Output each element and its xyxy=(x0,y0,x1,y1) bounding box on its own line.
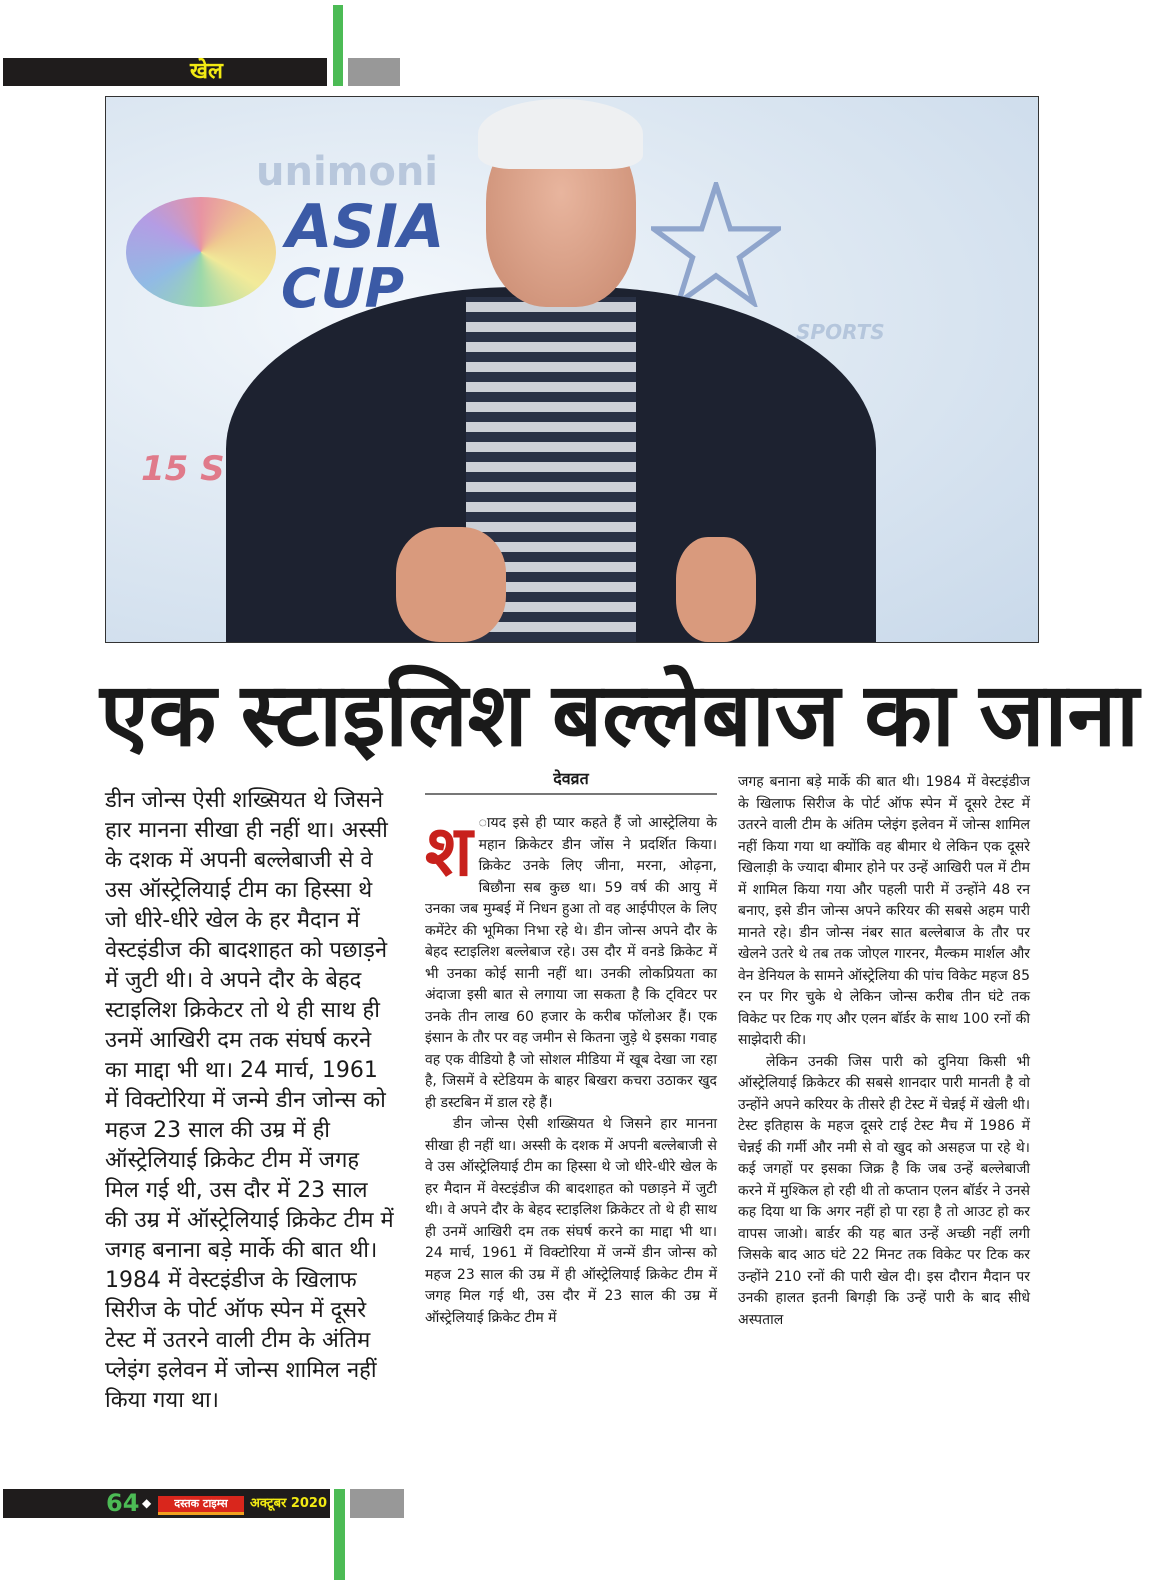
article-paragraph: जगह बनाना बड़े मार्के की बात थी। 1984 में वेस्टइंडीज के खिलाफ सिरीज के पोर्ट ऑफ स्पेन में दूसरे टेस्ट में उतरने वाली टीम के अंतिम प्लेइंग इलेवन में जोन्स शामिल नहीं किया गया था क्योंकि वह बीमार थे लेकिन एक दूसरे खिलाड़ी के ज्यादा बीमार होने पर उन्हें आखिरी पल में टीम में शामिल किया गया और पहली पारी में उन्होंने 48 रन बनाए, इसे डीन जोन्स अपने करियर की सबसे अहम पारी मानते रहे। डीन जोन्स नंबर सात बल्लेबाज के तौर पर खेलने उतरे थे तब तक जोएल गारनर, मैल्कम मार्शल और वेन डेनियल के सामने ऑस्ट्रेलिया की पांच विकेट महज 85 रन पर गिर चुके थे लेकिन जोन्स करीब तीन घंटे तक विकेट पर टिक गए और एलन बॉर्डर के साथ 100 रनों की साझेदारी की। xyxy=(738,774,1030,1048)
footer-gray-accent xyxy=(350,1489,404,1518)
byline: देवव्रत xyxy=(425,768,717,795)
article-paragraph: लेकिन उनकी जिस पारी को दुनिया किसी भी ऑस्ट्रेलियाई क्रिकेटर की सबसे शानदार पारी मानती है वो उन्होंने अपने करियर के तीसरे ही टेस्ट में चेन्नई में खेली थी। टेस्ट इतिहास के महज दूसरे टाई टेस्ट मैच में 1986 में चेन्नई की गर्मी और नमी से वो खुद को असहज पा रहे थे। कई जगहों पर इसका जिक्र है कि जब उन्हें बल्लेबाजी करने में मुश्किल हो रही थी तो कप्तान एलन बॉर्डर ने उनसे कह दिया था कि अगर नहीं हो पा रहा है तो आउट हो कर वापस जाओ। बार्डर की यह बात उन्हें अच्छी नहीं लगी जिसके बाद आठ घंटे 22 मिनट तक विकेट पर टिक कर उन्होंने 210 रनों की पारी खेल दी। इस दौरान मैदान पर उनकी हालत इतनी बिगड़ी कि उन्हें पारी के बाद सीधे अस्पताल xyxy=(738,1053,1030,1328)
photo-event-line1: ASIA xyxy=(286,192,445,262)
star-logo-icon xyxy=(651,182,781,307)
photo-event-line2: CUP xyxy=(281,257,405,320)
article-photo xyxy=(105,96,1039,643)
article-column-right xyxy=(738,772,1030,1331)
photo-date-text: 15 S xyxy=(141,449,225,489)
issue-date: अक्टूबर 2020 xyxy=(250,1496,328,1511)
intro-column xyxy=(105,786,397,1416)
person-left-hand xyxy=(396,527,506,642)
person-right-hand xyxy=(676,537,756,642)
person-hair xyxy=(478,99,643,169)
article-paragraph: डीन जोन्स ऐसी शख्सियत थे जिसने हार मानना सीखा ही नहीं था। अस्सी के दशक में अपनी बल्लेबाजी से वे उस ऑस्ट्रेलियाई टीम का हिस्सा थे जो धीरे-धीरे खेल के हर मैदान में वेस्टइंडीज की बादशाहत को पछाड़ने में जुटी थी। वे अपने दौर के बेहद स्टाइलिश क्रिकेटर तो थे ही साथ ही उनमें आखिरी दम तक संघर्ष करने का माद्दा भी था। 24 मार्च, 1961 में विक्टोरिया में जन्में डीन जोन्स को महज 23 साल की उम्र में ही ऑस्ट्रेलियाई क्रिकेट टीम में जगह मिल गई थी, उस दौर में 23 साल की उम्र में ऑस्ट्रेलियाई क्रिकेट टीम में xyxy=(425,1116,717,1326)
diamond-separator-icon: ◆ xyxy=(142,1496,152,1510)
header-green-accent xyxy=(333,5,343,86)
header-gray-accent xyxy=(348,58,400,86)
asia-cup-logo-icon xyxy=(126,197,276,307)
header-bar xyxy=(3,58,327,86)
section-label: खेल xyxy=(190,59,223,84)
headline: एक स्टाइलिश बल्लेबाज का जाना xyxy=(100,665,1139,764)
drop-cap: श xyxy=(425,810,473,892)
footer-green-accent xyxy=(334,1489,345,1580)
publication-logo: दस्तक टाइम्स xyxy=(158,1496,244,1515)
intro-text: डीन जोन्स ऐसी शख्सियत थे जिसने हार मानना सीखा ही नहीं था। अस्सी के दशक में अपनी बल्लेबाजी से वे उस ऑस्ट्रेलियाई टीम का हिस्सा थे जो धीरे-धीरे खेल के हर मैदान में वेस्टइंडीज की बादशाहत को पछाड़ने में जुटी थी। वे अपने दौर के बेहद स्टाइलिश क्रिकेटर तो थे ही साथ ही उनमें आखिरी दम तक संघर्ष करने का माद्दा भी था। 24 मार्च, 1961 में विक्टोरिया में जन्मे डीन जोन्स को महज 23 साल की उम्र में ही ऑस्ट्रेलियाई क्रिकेट टीम में जगह मिल गई थी, उस दौर में 23 साल की उम्र में ऑस्ट्रेलियाई क्रिकेट टीम में जगह बनाना बड़े मार्के की बात थी। 1984 में वेस्टइंडीज के खिलाफ सिरीज के पोर्ट ऑफ स्पेन में दूसरे टेस्ट में उतरने वाली टीम के अंतिम प्लेइंग इलेवन में जोन्स शामिल नहीं किया गया था। xyxy=(105,788,394,1413)
article-column-middle xyxy=(425,768,717,1329)
page-number: 64 xyxy=(106,1489,140,1517)
article-paragraph: ायद इसे ही प्यार कहते हैं जो आस्ट्रेलिया के महान क्रिकेटर डीन जोंस ने प्रदर्शित किया। क्रिकेट उनके लिए जीना, मरना, ओढ़ना, बिछौना सब कुछ था। 59 वर्ष की आयु में उनका जब मुम्बई में निधन हुआ तो वह आईपीएल के लिए कमेंटेर की भूमिका निभा रहे थे। डीन जोन्स अपने दौर के बेहद स्टाइलिश बल्लेबाज रहे। उस दौर में वनडे क्रिकेट में भी उनका कोई सानी नहीं था। उनकी लोकप्रियता का अंदाजा इसी बात से लगाया जा सकता है कि ट्विटर पर उनके तीन लाख 60 हजार के करीब फॉलोअर हैं। एक इंसान के तौर पर वह जमीन से कितना जुड़े थे इसका गवाह वह एक वीडियो है जो सोशल मीडिया में खूब देखा जा रहा है, जिसमें वे स्टेडियम के बाहर बिखरा कचरा उठाकर खुद ही डस्टबिन में डाल रहे हैं। xyxy=(425,815,717,1111)
photo-sponsor-text: SPORTS xyxy=(796,320,885,344)
photo-brand-text: unimoni xyxy=(256,149,439,195)
